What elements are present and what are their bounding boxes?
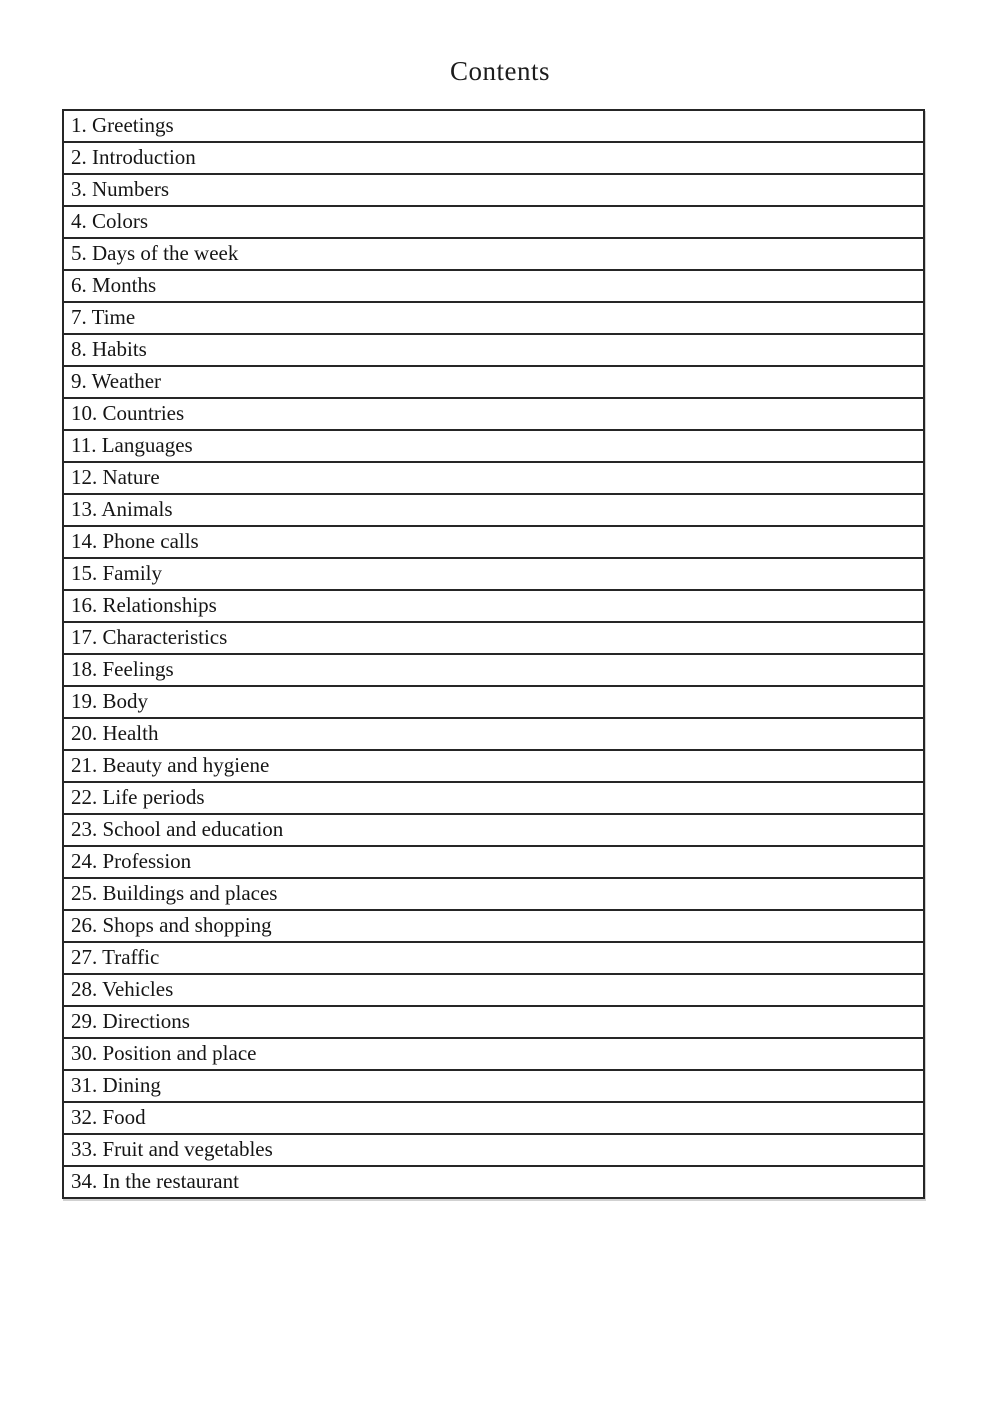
table-row <box>63 974 924 1006</box>
table-row <box>63 142 924 174</box>
table-row <box>63 942 924 974</box>
contents-item-label: 6. Months <box>63 270 924 302</box>
table-row <box>63 718 924 750</box>
contents-item-label: 17. Characteristics <box>63 622 924 654</box>
contents-item-label: 22. Life periods <box>63 782 924 814</box>
table-row <box>63 110 924 142</box>
contents-item-label: 19. Body <box>63 686 924 718</box>
contents-item-label: 5. Days of the week <box>63 238 924 270</box>
table-row <box>63 366 924 398</box>
table-row <box>63 302 924 334</box>
table-row <box>63 494 924 526</box>
contents-item-label: 15. Family <box>63 558 924 590</box>
contents-item-label: 29. Directions <box>63 1006 924 1038</box>
table-row <box>63 814 924 846</box>
table-row <box>63 526 924 558</box>
contents-item-label: 21. Beauty and hygiene <box>63 750 924 782</box>
contents-item-label: 14. Phone calls <box>63 526 924 558</box>
contents-item-label: 20. Health <box>63 718 924 750</box>
contents-item-label: 24. Profession <box>63 846 924 878</box>
table-row <box>63 590 924 622</box>
contents-item-label: 2. Introduction <box>63 142 924 174</box>
contents-item-label: 34. In the restaurant <box>63 1166 924 1198</box>
contents-item-label: 3. Numbers <box>63 174 924 206</box>
contents-item-label: 11. Languages <box>63 430 924 462</box>
contents-item-label: 8. Habits <box>63 334 924 366</box>
table-row <box>63 878 924 910</box>
table-row <box>63 910 924 942</box>
page-title: Contents <box>449 56 550 86</box>
contents-item-label: 32. Food <box>63 1102 924 1134</box>
contents-item-label: 16. Relationships <box>63 590 924 622</box>
contents-table <box>62 109 925 1199</box>
table-row <box>63 1134 924 1166</box>
table-row <box>63 1102 924 1134</box>
table-row <box>63 686 924 718</box>
contents-item-label: 31. Dining <box>63 1070 924 1102</box>
contents-item-label: 18. Feelings <box>63 654 924 686</box>
table-row <box>63 1166 924 1198</box>
table-row <box>63 1070 924 1102</box>
contents-item-label: 1. Greetings <box>63 110 924 142</box>
table-row <box>63 430 924 462</box>
table-row <box>63 1006 924 1038</box>
contents-item-label: 7. Time <box>63 302 924 334</box>
table-row <box>63 1038 924 1070</box>
table-row <box>63 238 924 270</box>
table-row <box>63 398 924 430</box>
contents-item-label: 30. Position and place <box>63 1038 924 1070</box>
table-row <box>63 846 924 878</box>
table-row <box>63 174 924 206</box>
contents-item-label: 12. Nature <box>63 462 924 494</box>
contents-item-label: 23. School and education <box>63 814 924 846</box>
table-row <box>63 622 924 654</box>
contents-item-label: 27. Traffic <box>63 942 924 974</box>
contents-item-label: 4. Colors <box>63 206 924 238</box>
contents-item-label: 33. Fruit and vegetables <box>63 1134 924 1166</box>
table-row <box>63 654 924 686</box>
table-row <box>63 334 924 366</box>
table-row <box>63 462 924 494</box>
contents-item-label: 10. Countries <box>63 398 924 430</box>
table-row <box>63 270 924 302</box>
table-row <box>63 206 924 238</box>
table-row <box>63 558 924 590</box>
contents-item-label: 28. Vehicles <box>63 974 924 1006</box>
contents-table-body <box>63 110 924 1198</box>
table-row <box>63 782 924 814</box>
contents-item-label: 13. Animals <box>63 494 924 526</box>
contents-item-label: 9. Weather <box>63 366 924 398</box>
table-row <box>63 750 924 782</box>
contents-item-label: 25. Buildings and places <box>63 878 924 910</box>
contents-item-label: 26. Shops and shopping <box>63 910 924 942</box>
